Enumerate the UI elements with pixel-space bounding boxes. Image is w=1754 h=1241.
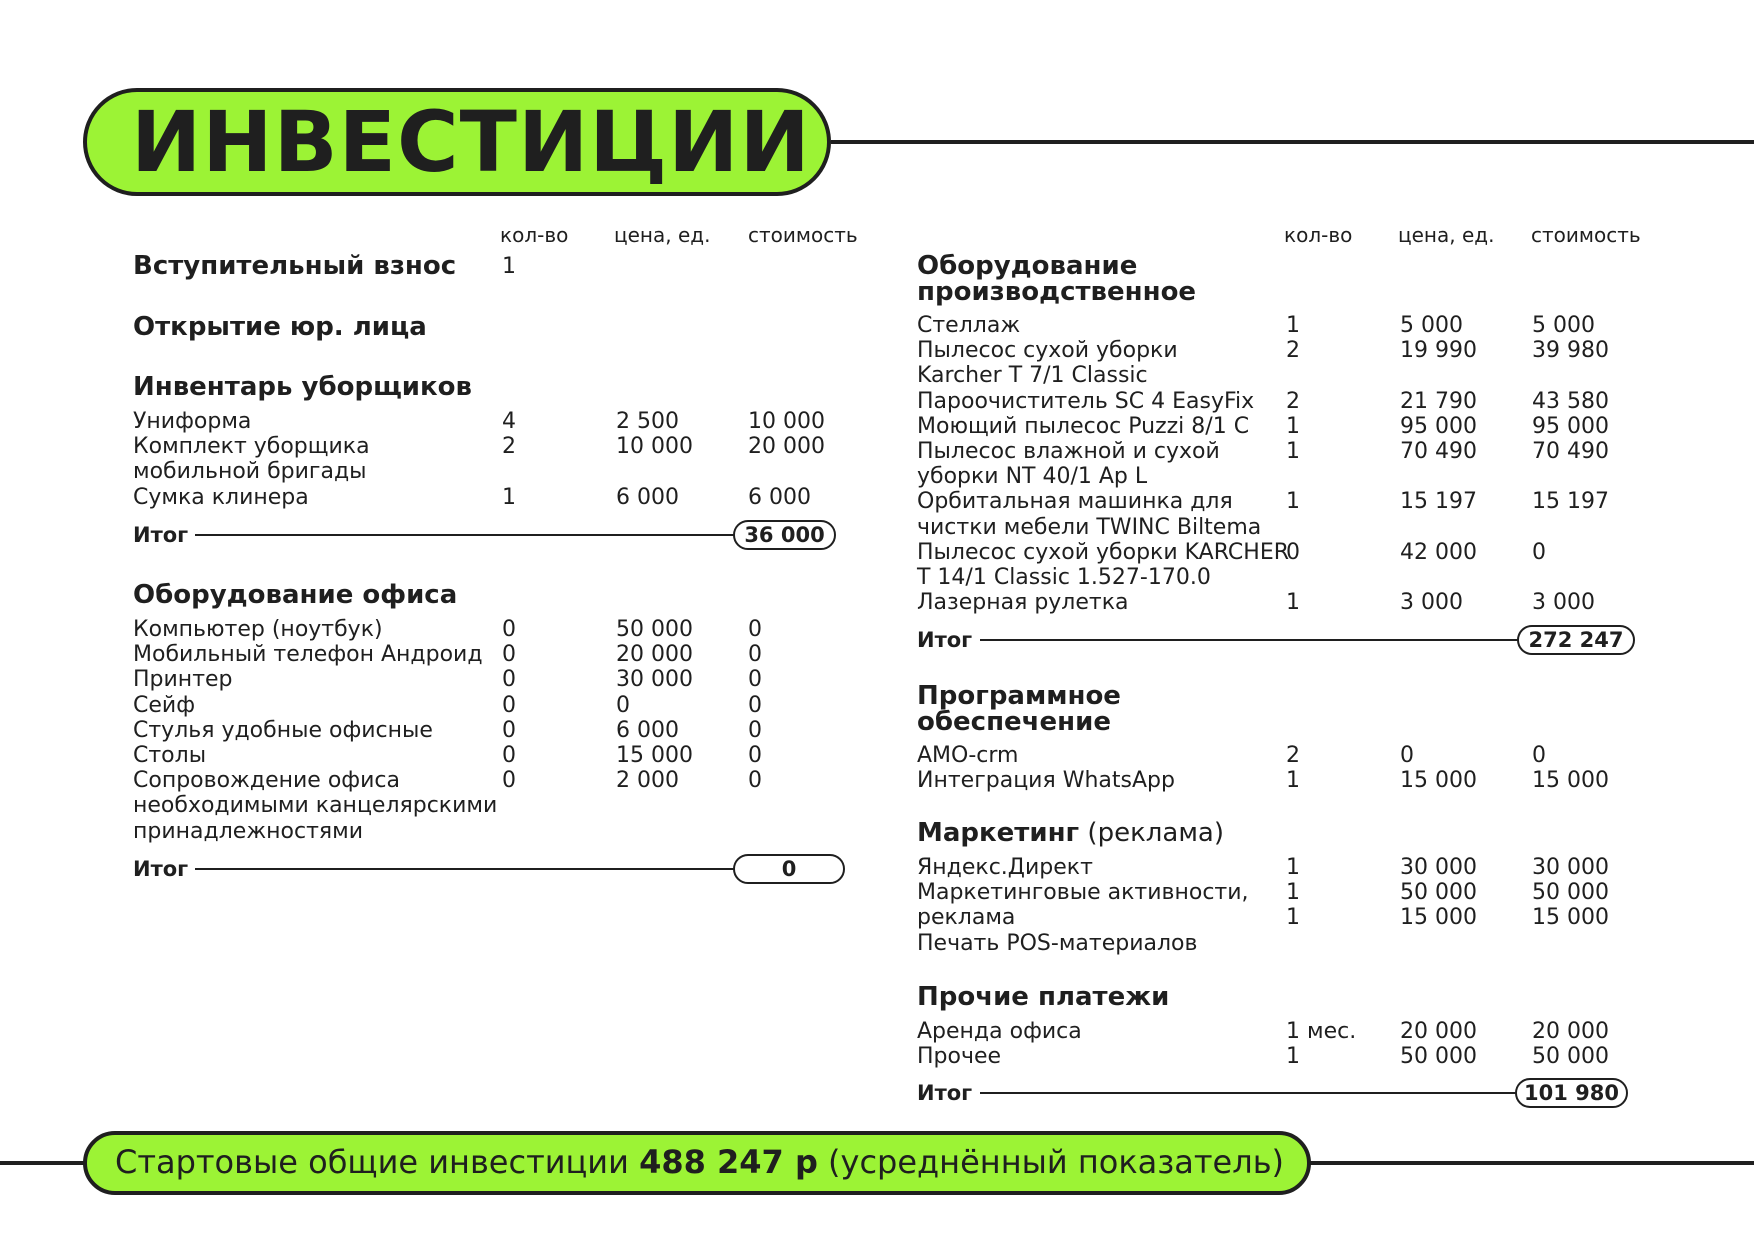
production-total-line [980, 639, 1520, 641]
entry-fee-heading: Вступительный взнос [133, 251, 457, 281]
item-name: Сумка клинера [133, 484, 309, 510]
item-price: 5 000 [1400, 313, 1463, 338]
item-qty: 1 [502, 484, 516, 510]
item-name: Стеллаж [917, 313, 1021, 338]
item-cost: 39 980 [1532, 338, 1609, 364]
item-qty: 1 [1286, 905, 1300, 931]
item-price: 15 000 [1400, 768, 1477, 794]
title-rule [831, 140, 1754, 144]
item-name: T 14/1 Classic 1.527-170.0 [917, 565, 1211, 590]
item-name: Интеграция WhatsApp [917, 768, 1175, 794]
item-price: 95 000 [1400, 413, 1477, 439]
item-cost: 95 000 [1532, 413, 1609, 439]
item-qty: 0 [502, 743, 516, 768]
item-price: 50 000 [1400, 1044, 1477, 1070]
item-name: Печать POS-материалов [917, 930, 1198, 956]
item-qty: 1 [1286, 880, 1300, 906]
item-name: Мобильный телефон Андроид [133, 642, 483, 668]
item-name: Пылесос сухой уборки [917, 338, 1178, 364]
production-heading-line1: Оборудование [917, 251, 1138, 281]
summary-text [115, 1142, 1284, 1182]
item-name: Пароочиститель SC 4 EasyFix [917, 388, 1255, 414]
summary-suffix: (усреднённый показатель) [817, 1143, 1285, 1181]
item-qty: 0 [502, 667, 516, 693]
item-qty: 0 [502, 692, 516, 718]
summary-prefix: Стартовые общие инвестиции [115, 1143, 640, 1181]
item-cost: 70 490 [1532, 439, 1609, 464]
office-total-label: Итог [133, 857, 189, 881]
item-price: 42 000 [1400, 539, 1477, 565]
item-name: Прочее [917, 1044, 1002, 1070]
item-qty: 2 [1286, 743, 1300, 768]
item-price: 20 000 [1400, 1019, 1477, 1044]
item-price: 20 000 [616, 642, 693, 668]
item-name: Аренда офиса [917, 1019, 1082, 1044]
item-cost: 0 [748, 667, 762, 693]
item-name: Сейф [133, 692, 196, 718]
item-qty: 2 [1286, 388, 1300, 414]
item-cost: 0 [748, 717, 762, 743]
marketing-heading-bold: Маркетинг [917, 818, 1080, 848]
item-cost: 15 000 [1532, 905, 1609, 931]
left-header-qty: кол-во [500, 223, 569, 247]
item-name: принадлежностями [133, 818, 364, 844]
item-price: 10 000 [616, 434, 693, 460]
item-name: Столы [133, 743, 207, 768]
item-qty: 1 [1286, 489, 1300, 515]
item-name: необходимыми канцелярскими [133, 793, 498, 819]
software-heading-line2: обеспечение [917, 707, 1111, 737]
item-cost: 50 000 [1532, 1044, 1609, 1070]
marketing-heading [917, 820, 1224, 846]
item-name: Сопровождение офиса [133, 768, 400, 794]
item-qty: 4 [502, 409, 516, 434]
item-price: 21 790 [1400, 388, 1477, 414]
item-qty: 0 [502, 717, 516, 743]
page-title: ИНВЕСТИЦИИ [131, 93, 811, 191]
item-qty: 1 [1286, 855, 1300, 880]
item-cost: 30 000 [1532, 855, 1609, 880]
item-price: 50 000 [616, 617, 693, 642]
item-qty: 2 [1286, 338, 1300, 364]
item-price: 30 000 [1400, 855, 1477, 880]
entry-fee-qty-value: 1 [502, 254, 516, 279]
legal-entity-heading: Открытие юр. лица [133, 312, 427, 342]
item-name: Моющий пылесос Puzzi 8/1 C [917, 413, 1250, 439]
item-name: мобильной бригады [133, 459, 367, 485]
right-header-cost: стоимость [1531, 223, 1641, 247]
item-cost: 50 000 [1532, 880, 1609, 906]
item-name: Пылесос влажной и сухой [917, 439, 1220, 464]
right-header-qty: кол-во [1284, 223, 1353, 247]
item-price: 50 000 [1400, 880, 1477, 906]
item-price: 2 000 [616, 768, 679, 794]
item-name: чистки мебели TWINC Biltema [917, 514, 1262, 540]
item-price: 0 [616, 692, 630, 718]
item-price: 6 000 [616, 717, 679, 743]
item-price: 19 990 [1400, 338, 1477, 364]
item-name: Лазерная рулетка [917, 590, 1129, 616]
item-price: 15 000 [616, 743, 693, 768]
left-header-price: цена, ед. [614, 223, 711, 247]
marketing-heading-rest: (реклама) [1079, 818, 1225, 848]
item-cost: 0 [748, 692, 762, 718]
item-name: Орбитальная машинка для [917, 489, 1233, 515]
item-name: Компьютер (ноутбук) [133, 617, 383, 642]
item-qty: 1 мес. [1286, 1019, 1357, 1044]
item-cost: 5 000 [1532, 313, 1595, 338]
item-name: Комплект уборщика [133, 434, 370, 460]
item-cost: 20 000 [748, 434, 825, 460]
other-total-badge: 101 980 [1515, 1078, 1628, 1108]
item-qty: 0 [1286, 539, 1300, 565]
item-name: Маркетинговые активности, [917, 880, 1249, 906]
other-total-label: Итог [917, 1081, 973, 1105]
item-price: 2 500 [616, 409, 679, 434]
item-qty: 1 [1286, 413, 1300, 439]
item-name: Яндекс.Директ [917, 855, 1093, 880]
item-name: Униформа [133, 409, 252, 434]
item-price: 6 000 [616, 484, 679, 510]
office-heading: Оборудование офиса [133, 580, 458, 610]
item-name: АМО-crm [917, 743, 1019, 768]
production-total-label: Итог [917, 628, 973, 652]
item-price: 70 490 [1400, 439, 1477, 464]
item-qty: 0 [502, 642, 516, 668]
item-name: Karcher T 7/1 Classic [917, 363, 1148, 389]
item-price: 0 [1400, 743, 1414, 768]
item-name: Принтер [133, 667, 233, 693]
production-heading-line2: производственное [917, 277, 1197, 307]
office-total-badge: 0 [733, 854, 845, 884]
inventory-heading: Инвентарь уборщиков [133, 372, 472, 402]
item-name: уборки NT 40/1 Ap L [917, 464, 1148, 490]
item-qty: 0 [502, 768, 516, 794]
summary-amount: 488 247 р [639, 1143, 818, 1181]
item-qty: 1 [1286, 313, 1300, 338]
item-qty: 1 [1286, 439, 1300, 464]
production-total-badge: 272 247 [1517, 625, 1635, 655]
item-cost: 20 000 [1532, 1019, 1609, 1044]
item-price: 15 197 [1400, 489, 1477, 515]
item-qty: 0 [502, 617, 516, 642]
item-cost: 3 000 [1532, 590, 1595, 616]
left-header-cost: стоимость [748, 223, 858, 247]
item-cost: 6 000 [748, 484, 811, 510]
other-heading: Прочие платежи [917, 982, 1170, 1012]
item-qty: 1 [1286, 768, 1300, 794]
item-name: Пылесос сухой уборки KARCHER [917, 539, 1290, 565]
other-total-line [980, 1092, 1520, 1094]
inventory-total-badge: 36 000 [733, 520, 836, 550]
office-total-line [195, 868, 735, 870]
item-cost: 0 [748, 642, 762, 668]
item-cost: 0 [1532, 539, 1546, 565]
item-price: 30 000 [616, 667, 693, 693]
item-cost: 43 580 [1532, 388, 1609, 414]
inventory-total-label: Итог [133, 523, 189, 547]
item-price: 3 000 [1400, 590, 1463, 616]
inventory-total-line [195, 534, 735, 536]
right-header-price: цена, ед. [1398, 223, 1495, 247]
item-qty: 2 [502, 434, 516, 460]
item-cost: 0 [748, 768, 762, 794]
item-cost: 15 197 [1532, 489, 1609, 515]
bottom-rule-right [1305, 1161, 1754, 1165]
item-qty: 1 [1286, 1044, 1300, 1070]
item-price: 15 000 [1400, 905, 1477, 931]
item-cost: 0 [748, 617, 762, 642]
item-qty: 1 [1286, 590, 1300, 616]
item-name: реклама [917, 905, 1016, 931]
item-cost: 0 [1532, 743, 1546, 768]
item-cost: 0 [748, 743, 762, 768]
item-cost: 15 000 [1532, 768, 1609, 794]
software-heading-line1: Программное [917, 681, 1121, 711]
item-cost: 10 000 [748, 409, 825, 434]
bottom-rule-left [0, 1161, 90, 1165]
item-name: Стулья удобные офисные [133, 717, 433, 743]
